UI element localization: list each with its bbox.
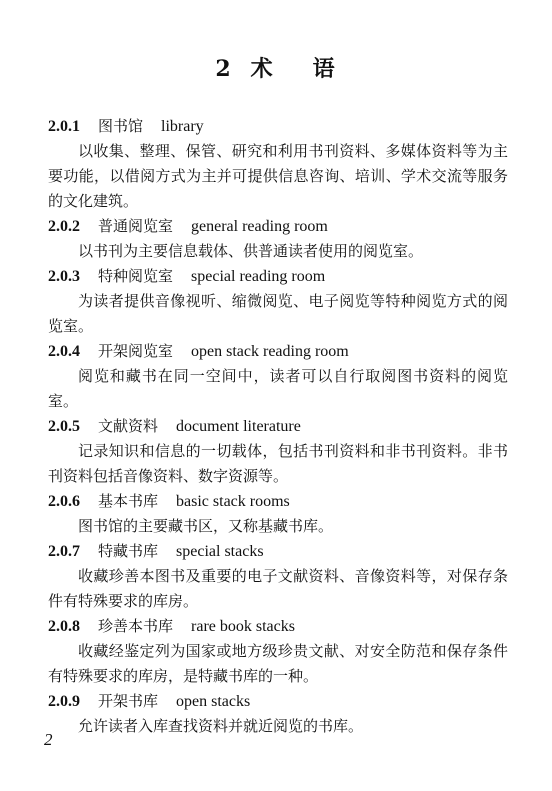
term-number: 2.0.2 [48, 218, 80, 235]
term-definition: 图书馆的主要藏书区，又称基藏书库。 [78, 517, 334, 535]
term-definition: 以书刊为主要信息载体、供普通读者使用的阅览室。 [78, 242, 424, 260]
term-english: special reading room [191, 268, 326, 285]
term-entry [48, 689, 508, 739]
term-chinese: 普通阅览室 [98, 217, 174, 235]
term-chinese: 珍善本书库 [98, 617, 174, 635]
term-chinese: 开架阅览室 [98, 342, 174, 360]
term-entry [48, 264, 508, 339]
term-number: 2.0.8 [48, 618, 80, 635]
chapter-title-part2: 语 [312, 56, 337, 82]
term-definition: 以收集、整理、保管、研究和利用书刊资料、多媒体资料等为主要功能，以借阅方式为主并可提供信息咨询、培训、学术交流等服务的文化建筑。 [48, 142, 508, 210]
term-definition: 阅览和藏书在同一空间中，读者可以自行取阅图书资料的阅览室。 [48, 367, 508, 410]
term-definition: 允许读者入库查找资料并就近阅览的书库。 [78, 717, 364, 735]
term-number: 2.0.6 [48, 493, 80, 510]
term-entry [48, 214, 508, 264]
term-number: 2.0.4 [48, 343, 80, 360]
term-list [48, 114, 508, 739]
term-english: general reading room [191, 218, 328, 235]
term-english: rare book stacks [191, 618, 295, 635]
term-chinese: 开架书库 [98, 692, 159, 710]
term-entry [48, 614, 508, 689]
term-definition: 为读者提供音像视听、缩微阅览、电子阅览等特种阅览方式的阅览室。 [48, 292, 508, 335]
term-chinese: 基本书库 [98, 492, 159, 510]
term-chinese: 图书馆 [98, 117, 144, 135]
term-chinese: 文献资料 [98, 417, 159, 435]
term-english: open stacks [176, 693, 251, 710]
term-english: document literature [176, 418, 301, 435]
term-entry [48, 489, 508, 539]
term-number: 2.0.3 [48, 268, 80, 285]
chapter-title [0, 52, 552, 83]
term-entry [48, 414, 508, 489]
term-chinese: 特种阅览室 [98, 267, 174, 285]
term-definition: 记录知识和信息的一切载体，包括书刊资料和非书刊资料。非书刊资料包括音像资料、数字资源等。 [48, 442, 508, 485]
term-definition: 收藏经鉴定列为国家或地方级珍贵文献、对安全防范和保存条件有特殊要求的库房，是特藏书库的一种。 [48, 642, 508, 685]
chapter-number: 2 [215, 56, 233, 82]
page-number: 2 [44, 730, 53, 749]
term-number: 2.0.9 [48, 693, 80, 710]
term-english: open stack reading room [191, 343, 349, 360]
term-chinese: 特藏书库 [98, 542, 159, 560]
term-number: 2.0.1 [48, 118, 80, 135]
term-number: 2.0.7 [48, 543, 80, 560]
term-entry [48, 114, 508, 214]
term-entry [48, 539, 508, 614]
term-english: library [161, 118, 204, 135]
chapter-title-part1: 术 [250, 56, 275, 82]
term-number: 2.0.5 [48, 418, 80, 435]
term-entry [48, 339, 508, 414]
term-english: basic stack rooms [176, 493, 290, 510]
term-definition: 收藏珍善本图书及重要的电子文献资料、音像资料等，对保存条件有特殊要求的库房。 [48, 567, 508, 610]
term-english: special stacks [176, 543, 264, 560]
